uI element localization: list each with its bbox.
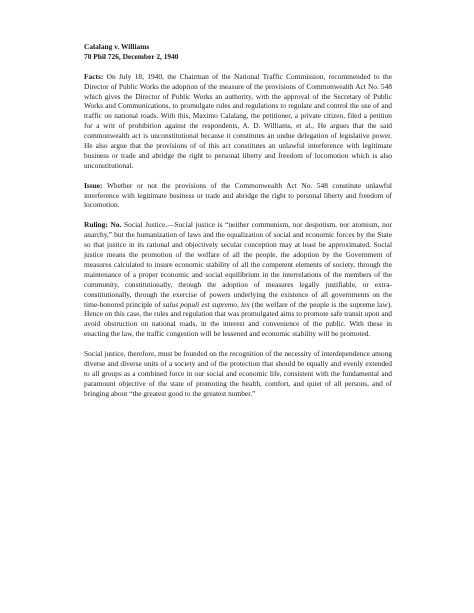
facts-text: On July 18, 1940, the Chairman of the National Traffic Commission, recommended to the Director of Public Works the adoption of the measure of the provisions of Commonwealth Act No. 548 which gives the Director of Public Works an authority, with the approval of the Secretary of Public Works and Communications, to promulgate rules and regulations to regulate and control the use of and traffic on national roads. With this, Maximo Calalang, the petitioner, a private citizen, filed a petition for a writ of prohibition against the respondents, A. D. Williams, et al., He argues that the said commonwealth act is unconstitutional because it constitutes an undue delegation of legislative power. He also argue that the provisions of of this act constitutes an unlawful interference with legitimate business or trade and abridge the right to personal liberty and freedom of locomotion which is also unconstitutional. [84,71,393,170]
case-citation: 70 Phil 726, December 2, 1940 [84,51,179,61]
facts-label: Facts: [84,71,104,81]
document-page [84,42,392,408]
ruling-paragraph [84,220,392,339]
case-title: Calalang v. Williams [84,42,150,51]
issue-text: Whether or not the provisions of the Commonwealth Act No. 548 constitute unlawful interference with legitimate business or trade and abridge the right to personal liberty and freedom of locomotion. [84,180,392,210]
issue-label: Issue: [84,180,103,190]
latin-maxim: salus populi est supremo, lex [162,299,250,309]
closing-paragraph: Social justice, therefore, must be founded on the recognition of the necessity of interdependence among diverse and diverse units of a society and of the protection that should be equally and evenly extended to all groups as a combined force in our social and economic life, consistent with the fundamental and paramount objective of the state of promoting the health, comfort, and quiet of all persons, and of bringing about “the greatest good to the greatest number.” [84,349,392,398]
ruling-text-continued: (the welfare of the people is the supreme law). Hence on this case, the rules and regulation that was promulgated aims to promote safe transit upon and avoid obstruction on national roads, in the interest and convenience of the public. With these in enacting the law, the traffic congestion will be lessened and economic stability will be promoted. [84,299,393,339]
facts-paragraph [84,72,392,171]
ruling-label: Ruling: No. [84,220,122,230]
issue-paragraph [84,181,392,211]
ruling-text: Social Justice.—Social justice is “neither communism, nor despotism, nor atomism, nor anarchy,” but the humanization of laws and the equalization of social and economic forces by the State so that justice in its rational and objectively secular conception may at least be approximated. Social justice means the promotion of the welfare of all the people, the adoption by the Government of measures calculated to insure economic stability of all the competent elements of society, through the maintenance of a proper economic and social equilibrium in the interrelations of the members of the community, constitutionally, through the adoption of measures legally justifiable, or extra-constitutionally, through the exercise of powers underlying the existence of all governments on the time-honored principle of [84,220,392,309]
